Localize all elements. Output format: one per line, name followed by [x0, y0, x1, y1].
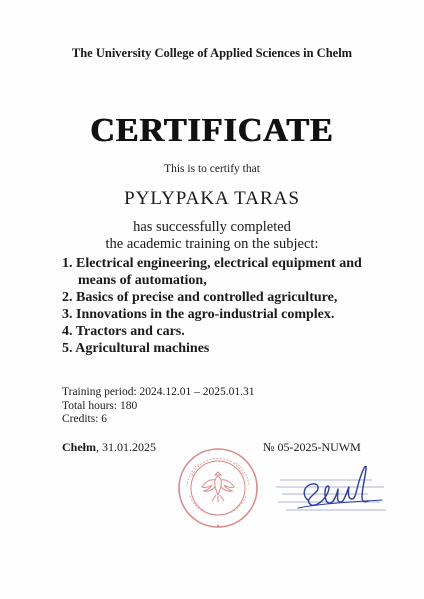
certificate-number: № 05-2025-NUWM — [263, 440, 361, 454]
place-and-date — [62, 440, 156, 455]
subject-line-continued: means of automation, — [78, 273, 207, 288]
training-hours: Total hours: 180 — [62, 399, 138, 412]
date: , 31.01.2025 — [96, 440, 156, 454]
completion-line-2: the academic training on the subject: — [105, 236, 319, 252]
training-details — [62, 386, 255, 427]
certificate-title: CERTIFICATE — [90, 112, 334, 149]
training-credits: Credits: 6 — [62, 413, 108, 425]
signature-icon — [286, 466, 396, 522]
official-seal-icon — [176, 446, 260, 530]
institution-name: The University College of Applied Sciences in Chelm — [71, 46, 353, 60]
subject-list — [62, 255, 402, 357]
completion-line-1: has successfully completed — [133, 219, 291, 235]
subject-item: 3. Innovations in the agro-industrial complex. — [62, 307, 335, 322]
completion-text — [0, 219, 424, 253]
subject-item: 2. Basics of precise and controlled agriculture, — [62, 290, 338, 305]
certify-text: This is to certify that — [164, 163, 260, 175]
subject-item — [62, 255, 402, 289]
training-period: Training period: 2024.12.01 – 2025.01.31 — [62, 386, 255, 398]
subject-line: 1. Electrical engineering, electrical equipment and — [62, 256, 362, 271]
recipient-name: PYLYPAKA TARAS — [124, 188, 300, 209]
place: Chełm — [62, 440, 96, 454]
subject-item: 4. Tractors and cars. — [62, 324, 185, 339]
subject-item: 5. Agricultural machines — [62, 341, 210, 356]
